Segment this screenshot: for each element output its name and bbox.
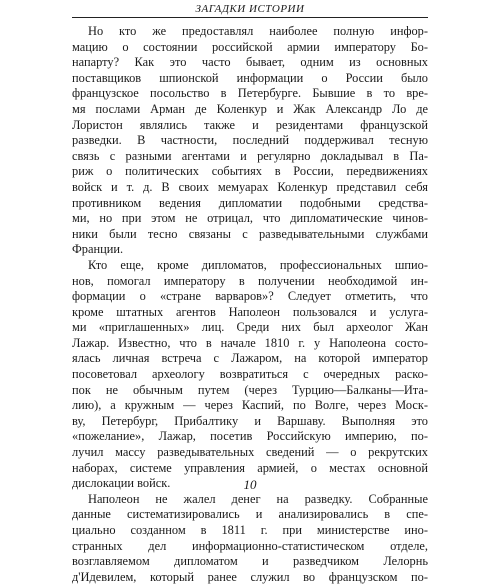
text-line: данные систематизировались и анализировались в спе- [72,507,428,522]
paragraph-1 [72,24,428,258]
text-line: войск и т. д. В своих мемуарах Коленкур представил себя [72,179,428,194]
text-line: посоветовал археологу возвратиться с очередных раско- [72,367,428,382]
running-head: ЗАГАДКИ ИСТОРИИ [72,3,428,18]
text-line: возглавляемом дипломатом и разведчиком Лелорнь [72,554,428,569]
text-line: д'Идевилем, который ранее служил во французском по- [72,569,428,584]
text-line: дислокации войск. [72,476,171,491]
text-line: ми «приглашенных» лиц. Среди них был археолог Жан [72,320,428,335]
page-number: 10 [243,477,257,492]
text-line: нов, помогал императору в получении необходимой ин- [72,273,428,288]
text-line: французское посольство в Петербурге. Бывшие в то вре- [72,86,428,101]
text-line: разведки. В частности, последний поддерживал тесную [72,133,428,148]
text-line: Лажар. Известно, что в начале 1810 г. у Наполеона состо- [72,335,428,350]
text-line: мацию о состоянии российской армии императору Бо- [72,39,428,54]
text-line: поставщиков шпионской информации о России было [72,70,428,85]
text-body [72,24,428,585]
text-line: связь с разными агентами и регулярно докладывал в Па- [72,148,428,163]
text-line: лию), а кружным — через Каспий, по Волге, через Моск- [72,398,428,413]
text-line: циально созданном в 1811 г. при министерстве ино- [72,523,428,537]
text-line: напарту? Как это часто бывает, одним из основных [72,55,428,70]
paragraph-2 [72,258,428,492]
text-line: ники были тесно связаны с разведывательными службами [72,226,428,241]
text-line: ялась личная встреча с Лажаром, на которой император [72,351,428,366]
text-line: противником ведения дипломатии подобными средства- [72,195,428,210]
text-line: формации о «стране варваров»? Следует отметить, что [72,289,428,304]
text-line: Франции. [72,242,124,257]
text-line: Кто еще, кроме дипломатов, профессиональных шпио- [88,257,428,272]
text-line: пок не обычным путем (через Турцию—Балканы—Ита- [72,382,428,397]
text-line: ву, Петербург, Прибалтику и Варшаву. Выполняя это [72,413,428,428]
text-line: риж о политических событиях в России, передвижениях [72,164,428,179]
text-line: Наполеон не жалел денег на разведку. Собранные [88,491,428,506]
text-line: Лористон являлись также и резидентами французской [72,117,428,132]
paragraph-3 [72,492,428,585]
text-line: мя послами Арман де Коленкур и Жак Александр Ло де [72,101,428,116]
text-line: «пожелание», Лажар, посетив Российскую империю, по- [72,429,428,444]
text-line: Но кто же предоставлял наиболее полную инфор- [88,24,428,38]
text-line: кроме штатных агентов Наполеон пользовался и услуга- [72,304,428,319]
text-line: ми, но при этом не отрицал, что дипломатические чинов- [72,211,428,226]
text-line: наборах, системе управления армией, о местах основной [72,460,428,475]
text-line: лучил массу разведывательных сведений — о рекрутских [72,445,428,460]
text-line: странных дел информационно-статистическом отделе, [72,538,428,553]
